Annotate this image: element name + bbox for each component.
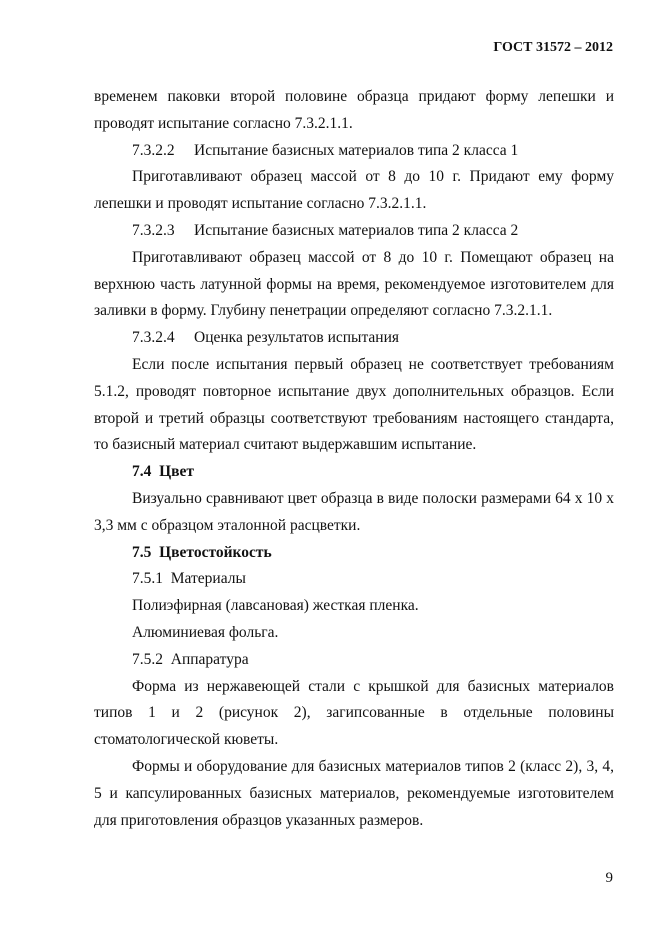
section-7-5-2-heading: 7.5.2 Аппаратура: [132, 650, 249, 668]
section-title: Испытание базисных материалов типа 2 класса 2: [194, 221, 519, 239]
section-7-5-heading: 7.5 Цветостойкость: [132, 543, 272, 561]
section-7-4-heading: 7.4 Цвет: [132, 463, 195, 481]
page-number: 9: [605, 870, 613, 886]
paragraph-mould: Форма из нержавеющей стали с крышкой для базисных материалов типов 1 и 2 (рисунок 2), загипсованные в отдельные половины стоматологической кюветы.: [94, 677, 614, 749]
section-number: 7.3.2.3: [132, 221, 175, 239]
paragraph-equipment: Формы и оборудование для базисных материалов типов 2 (класс 2), 3, 4, 5 и капсулированных базисных материалов, рекомендуемые изготовителем для приготовления образцов указанных размеров.: [94, 757, 614, 829]
paragraph-foil: Алюминиевая фольга.: [132, 623, 279, 641]
section-number: 7.3.2.4: [132, 329, 175, 347]
section-7-3-2-4-heading: [94, 325, 614, 352]
section-title: Испытание базисных материалов типа 2 класса 1: [194, 141, 519, 159]
paragraph-7-3-2-4: Если после испытания первый образец не соответствует требованиям 5.1.2, проводят повторное испытание двух дополнительных образцов. Если второй и третий образцы соответствуют требованиям настоящего стандарта, то базисный материал считают выдержавшим испытание.: [94, 355, 614, 454]
page-content: [94, 84, 614, 834]
paragraph-continuation: временем паковки второй половине образца придают форму лепешки и проводят испытание согласно 7.3.2.1.1.: [94, 88, 614, 132]
section-7-3-2-3-heading: [94, 218, 614, 245]
paragraph-7-3-2-2: Приготавливают образец массой от 8 до 10 г. Придают ему форму лепешки и проводят испытание согласно 7.3.2.1.1.: [94, 168, 614, 213]
section-number: 7.3.2.2: [132, 141, 175, 159]
paragraph-7-4: Визуально сравнивают цвет образца в виде полоски размерами 64 х 10 х 3,3 мм с образцом эталонной расцветки.: [94, 489, 614, 534]
paragraph-7-3-2-3: Приготавливают образец массой от 8 до 10 г. Помещают образец на верхнюю часть латунной формы на время, рекомендуемое изготовителем для заливки в форму. Глубину пенетрации определяют согласно 7.3.2.1.1.: [94, 248, 614, 320]
section-7-5-1-heading: 7.5.1 Материалы: [132, 570, 246, 588]
section-title: Оценка результатов испытания: [194, 329, 400, 347]
section-7-3-2-2-heading: [94, 138, 614, 165]
paragraph-film: Полиэфирная (лавсановая) жесткая пленка.: [132, 597, 419, 615]
standard-header: ГОСТ 31572 – 2012: [493, 40, 613, 55]
